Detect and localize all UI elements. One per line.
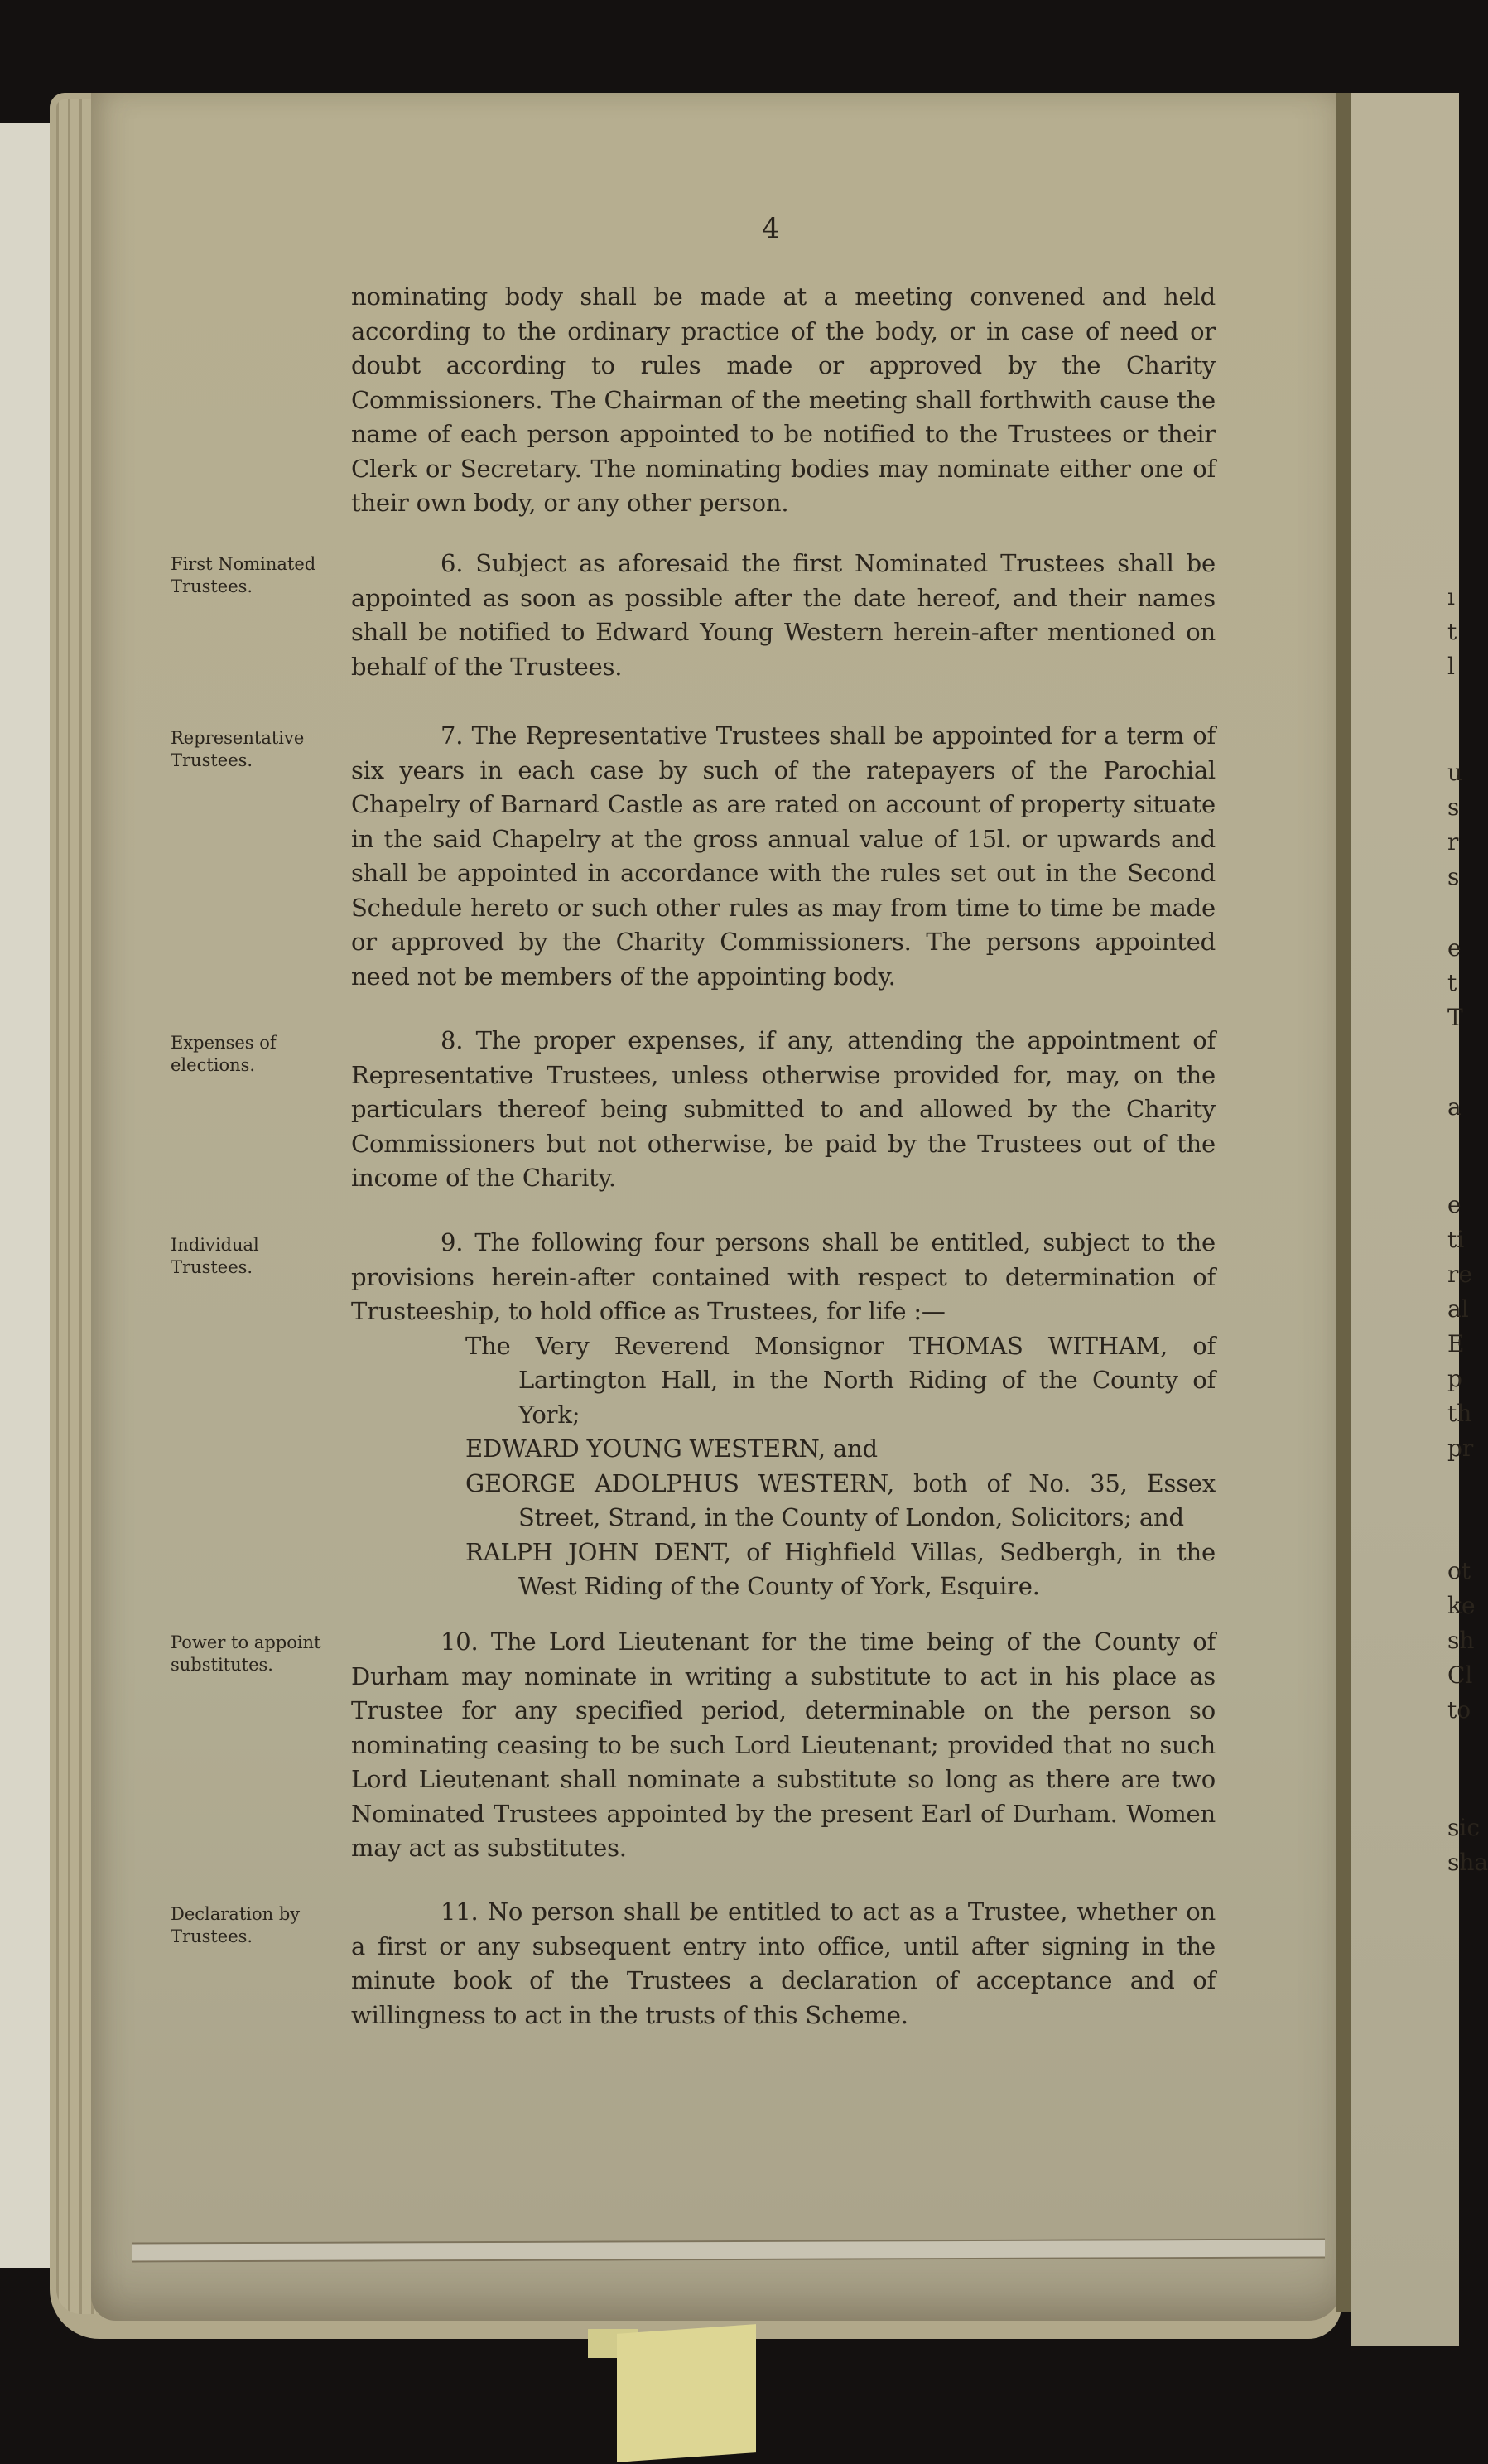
facing-text-fragment: T xyxy=(1447,1004,1463,1031)
clause-10 xyxy=(351,1625,1216,1866)
facing-text-fragment: l xyxy=(1447,653,1455,680)
facing-text-fragment: e xyxy=(1447,1191,1462,1218)
facing-text-fragment: ti xyxy=(1447,1226,1465,1253)
margin-note-individual: Individual Trustees. xyxy=(171,1235,259,1277)
clause-text: 10. The Lord Lieutenant for the time being of the County of Durham may nominate in writing a substitute to act in his place as Trustee for any specified period, determinable on the person so nominating ceasing to be such Lord Lieutenant; provided that no such Lord Lieutenant shall nominate a substitute so long as there are two Nominated Trustees appointed by the present Earl of Durham. Women may act as substitutes. xyxy=(351,1627,1216,1862)
trustee-name: RALPH JOHN DENT, of Highfield Villas, Sedbergh, in the West Riding of the County of York, Esquire. xyxy=(465,1537,1216,1600)
book-gutter xyxy=(1336,93,1351,2312)
facing-text-fragment: s xyxy=(1447,863,1460,890)
facing-text-fragment: e xyxy=(1447,934,1462,962)
facing-text-fragment: pr xyxy=(1447,1435,1474,1462)
clause-11 xyxy=(351,1895,1216,2032)
facing-text-fragment: re xyxy=(1447,1261,1472,1288)
clause-text: 8. The proper expenses, if any, attending the appointment of Representative Trustees, unless otherwise provided for, may, on the particulars thereof being submitted to and allowed by the Charity Commissioners but not otherwise, be paid by the Trustees out of the income of the Charity. xyxy=(351,1026,1216,1192)
facing-text-fragment: Cl xyxy=(1447,1661,1473,1689)
facing-text-fragment: u xyxy=(1447,759,1463,786)
trustee-name: The Very Reverend Monsignor THOMAS WITHAM, of Lartington Hall, in the North Riding of the County of York; xyxy=(465,1331,1216,1429)
facing-text-fragment: ke xyxy=(1447,1592,1476,1619)
clause-9 xyxy=(351,1226,1216,1604)
margin-note-expenses: Expenses of elections. xyxy=(171,1033,277,1075)
clause-text: 9. The following four persons shall be entitled, subject to the provisions herein-after contained with respect to determination of Trusteeship, to hold office as Trustees, for life :— xyxy=(351,1228,1216,1325)
facing-text-fragment: sh xyxy=(1447,1627,1475,1654)
clause-text: 7. The Representative Trustees shall be appointed for a term of six years in each case by such of the ratepayers of the Parochial Chapelry of Barnard Castle as are rated on account of property situate in the said Chapelry at the gross annual value of 15l. or upwards and shall be appointed in accordance with the rules set out in the Second Schedule hereto or such other rules as may from time to time be made or approved by the Charity Commissioners. The persons appointed need not be members of the appointing body. xyxy=(351,721,1216,991)
trustee-names-list xyxy=(465,1329,1216,1604)
facing-text-fragment: a xyxy=(1447,1093,1462,1121)
flyleaf xyxy=(0,123,53,2268)
page-number: 4 xyxy=(762,212,780,245)
paragraph-text: nominating body shall be made at a meeting convened and held according to the ordinary practice of the body, or in case of need or doubt according to rules made or approved by the Charity Commissioners. The Chairman of the meeting shall forthwith cause the name of each person appointed to be notified to the Trustees or their Clerk or Secretary. The nominating bodies may nominate either one of their own body, or any other person. xyxy=(351,282,1216,517)
clause-text: 6. Subject as aforesaid the first Nominated Trustees shall be appointed as soon as possible after the date hereof, and their names shall be notified to Edward Young Western herein-after mentioned on behalf of the Trustees. xyxy=(351,549,1216,681)
continuation-paragraph xyxy=(351,280,1216,521)
page-bottom-fold xyxy=(132,2238,1325,2262)
clause-7 xyxy=(351,719,1216,994)
facing-text-fragment: al xyxy=(1447,1295,1469,1323)
facing-text-fragment: p xyxy=(1447,1365,1462,1392)
margin-note-substitutes: Power to appoint substitutes. xyxy=(171,1632,321,1675)
clause-6 xyxy=(351,547,1216,684)
margin-note-declaration: Declaration by Trustees. xyxy=(171,1904,301,1946)
facing-text-fragment: sic xyxy=(1447,1814,1481,1841)
facing-text-fragment: sha xyxy=(1447,1849,1488,1876)
facing-text-fragment: ot xyxy=(1447,1557,1471,1584)
facing-text-fragment: s xyxy=(1447,793,1460,821)
clause-8 xyxy=(351,1024,1216,1196)
facing-text-fragment: r xyxy=(1447,828,1459,856)
facing-text-fragment: th xyxy=(1447,1400,1472,1427)
margin-note-first-nominated: First Nominated Trustees. xyxy=(171,554,316,596)
trustee-name: GEORGE ADOLPHUS WESTERN, both of No. 35, Essex Street, Strand, in the County of London, Solicitors; and xyxy=(465,1468,1216,1531)
trustee-name: EDWARD YOUNG WESTERN, and xyxy=(465,1435,878,1463)
bookmark-tab xyxy=(617,2324,756,2462)
facing-text-fragment: E xyxy=(1447,1330,1465,1357)
margin-note-representative: Representative Trustees. xyxy=(171,728,305,770)
facing-text-fragment: to xyxy=(1447,1696,1471,1724)
facing-text-fragment: ı xyxy=(1447,583,1455,610)
facing-text-fragment: t xyxy=(1447,969,1457,996)
facing-page xyxy=(1351,93,1459,2346)
facing-text-fragment: t xyxy=(1447,618,1457,645)
clause-text: 11. No person shall be entitled to act as a Trustee, whether on a first or any subsequent entry into office, until after signing in the minute book of the Trustees a declaration of acceptance and of willingness to act in the trusts of this Scheme. xyxy=(351,1897,1216,2029)
